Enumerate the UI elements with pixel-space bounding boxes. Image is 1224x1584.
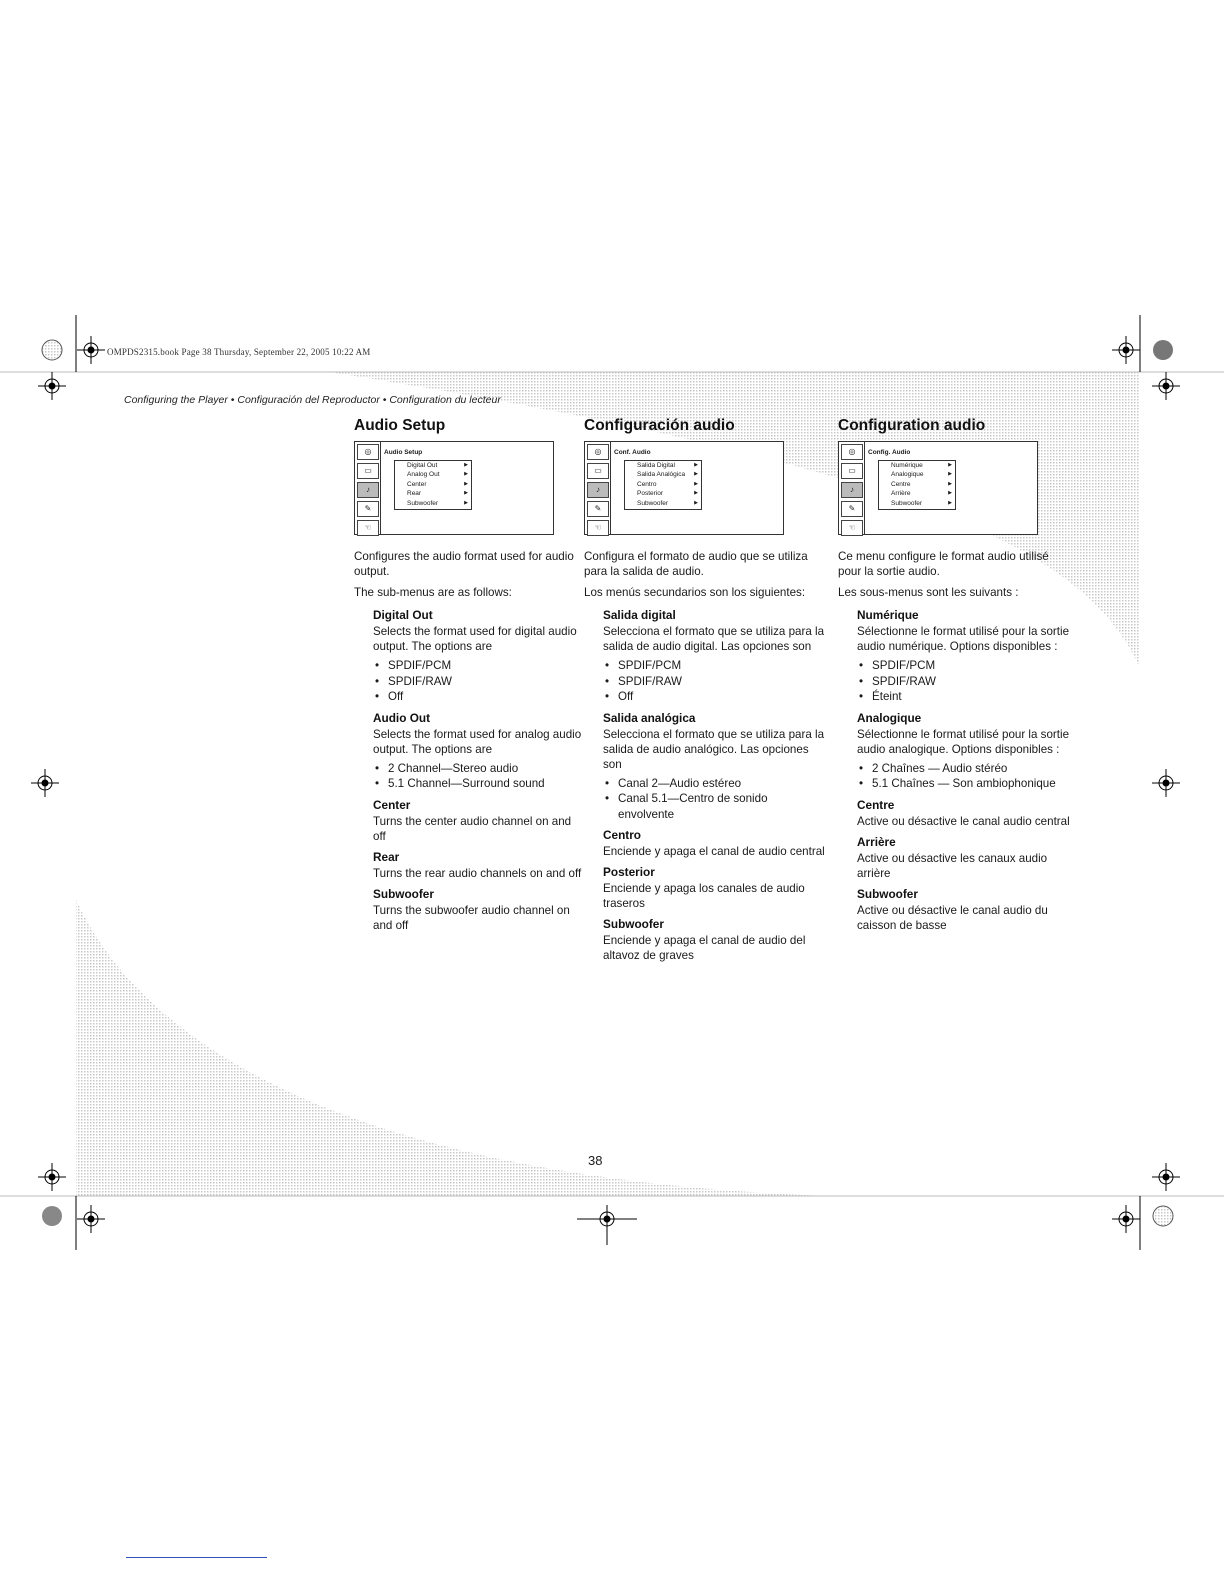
submenu-text: Turns the subwoofer audio channel on and off <box>373 903 570 932</box>
intro-text: Configura el formato de audio que se utiliza para la salida de audio. <box>584 550 808 578</box>
osd-title: Config. Audio <box>868 449 911 456</box>
chevron-right-icon: ▶ <box>694 480 698 487</box>
osd-menu-item: Analogique ▶ <box>891 471 952 479</box>
submenu-heading: Subwoofer <box>373 886 434 901</box>
osd-menu-item: Rear ▶ <box>407 490 468 498</box>
submenu-descriptions <box>603 608 826 963</box>
submenu-text: Sélectionne le format utilisé pour la sortie audio numérique. Options disponibles : <box>857 625 1070 653</box>
hand-icon: ☜ <box>587 520 609 536</box>
submenu-text: Turns the rear audio channels on and off <box>373 866 582 880</box>
osd-menu-item: Arrière ▶ <box>891 490 952 498</box>
osd-submenu <box>394 460 472 510</box>
osd-icon-bar <box>840 444 862 539</box>
option-item: • 2 Channel—Stereo audio <box>373 761 582 777</box>
chevron-right-icon: ▶ <box>464 471 468 478</box>
submenu-text: Turns the center audio channel on and off <box>373 814 572 843</box>
tools-icon: ✎ <box>841 501 863 517</box>
footer-rule <box>126 1557 267 1558</box>
chevron-right-icon: ▶ <box>464 490 468 497</box>
option-item: • 5.1 Channel—Surround sound <box>373 776 582 792</box>
submenu-heading: Subwoofer <box>857 886 918 901</box>
submenu-descriptions <box>373 608 582 933</box>
chevron-right-icon: ▶ <box>464 499 468 506</box>
submenu-heading: Digital Out <box>373 608 433 622</box>
submenus-line: Los menús secundarios son los siguientes: <box>584 586 806 599</box>
submenu-text: Selects the format used for digital audio output. The options are <box>373 625 577 653</box>
submenu-text: Sélectionne le format utilisé pour la sortie audio analogique. Options disponibles : <box>857 727 1070 756</box>
chevron-right-icon: ▶ <box>694 471 698 478</box>
display-icon: ▭ <box>841 463 863 479</box>
disc-icon: ◎ <box>841 444 863 460</box>
submenus-line: Les sous-menus sont les suivants : <box>838 586 1019 599</box>
chevron-right-icon: ▶ <box>948 490 952 497</box>
submenu-text: Selecciona el formato que se utiliza para la salida de audio digital. Las opciones son <box>603 625 825 653</box>
chevron-right-icon: ▶ <box>948 499 952 506</box>
tools-icon: ✎ <box>587 501 609 517</box>
options-list <box>603 776 826 823</box>
osd-menu-screenshot <box>584 441 784 535</box>
option-item: • Canal 5.1—Centro de sonido envolvente <box>603 791 826 822</box>
submenu-heading: Numérique <box>857 608 919 622</box>
options-list <box>373 658 582 705</box>
column-french <box>838 417 1070 937</box>
submenu-heading: Center <box>373 797 411 812</box>
submenu-heading: Centro <box>603 828 642 842</box>
osd-menu-item: Subwoofer ▶ <box>891 499 952 507</box>
submenu-text: Active ou désactive le canal audio central <box>857 814 1070 828</box>
hand-icon: ☜ <box>357 520 379 536</box>
osd-menu-item: Centre ▶ <box>891 480 952 488</box>
intro-text: Configures the audio format used for audio output. <box>354 550 574 578</box>
option-item: • Off <box>603 689 826 705</box>
option-item: • SPDIF/RAW <box>603 674 826 690</box>
submenu-heading: Salida digital <box>603 608 676 622</box>
column-spanish <box>584 417 826 967</box>
section-title: Configuración audio <box>584 417 735 434</box>
printer-slug-line: OMPDS2315.book Page 38 Thursday, September 22, 2005 10:22 AM <box>107 347 371 357</box>
chevron-right-icon: ▶ <box>694 462 698 468</box>
chevron-right-icon: ▶ <box>464 480 468 487</box>
section-title: Configuration audio <box>838 417 986 434</box>
osd-menu-screenshot <box>838 441 1038 535</box>
option-item: • SPDIF/RAW <box>857 674 1070 690</box>
options-list <box>603 658 826 705</box>
submenu-heading: Analogique <box>857 710 922 725</box>
tools-icon: ✎ <box>357 501 379 517</box>
intro-text: Ce menu configure le format audio utilisé pour la sortie audio. <box>838 550 1049 578</box>
submenu-text: Enciende y apaga los canales de audio traseros <box>603 882 805 910</box>
option-item: • Canal 2—Audio estéreo <box>603 776 826 792</box>
osd-menu-screenshot <box>354 441 554 535</box>
speaker-icon: ♪ <box>357 482 379 498</box>
section-title: Audio Setup <box>354 417 446 434</box>
submenu-text: Selects the format used for analog audio output. The options are <box>373 727 582 756</box>
running-head: Configuring the Player • Configuración del Reproductor • Configuration du lecteur <box>124 394 501 406</box>
option-item: • SPDIF/PCM <box>857 658 1070 674</box>
submenu-heading: Salida analógica <box>603 710 696 725</box>
osd-icon-bar <box>356 444 378 539</box>
submenu-heading: Centre <box>857 797 895 812</box>
options-list <box>857 761 1070 792</box>
disc-icon: ◎ <box>587 444 609 460</box>
osd-submenu <box>878 460 956 510</box>
options-list <box>373 761 582 792</box>
submenu-heading: Rear <box>373 849 400 864</box>
osd-menu-item: Analog Out ▶ <box>407 471 468 479</box>
osd-menu-item: Subwoofer ▶ <box>407 499 468 507</box>
submenus-line: The sub-menus are as follows: <box>354 586 512 599</box>
osd-submenu <box>624 460 702 510</box>
submenu-text: Active ou désactive les canaux audio arrière <box>857 851 1048 880</box>
submenu-heading: Subwoofer <box>603 917 664 931</box>
submenu-text: Active ou désactive le canal audio du caisson de basse <box>857 903 1048 932</box>
submenu-heading: Posterior <box>603 865 655 879</box>
option-item: • SPDIF/PCM <box>603 658 826 674</box>
chevron-right-icon: ▶ <box>464 462 468 468</box>
osd-menu-item: Salida Digital ▶ <box>637 462 698 469</box>
osd-title: Conf. Audio <box>614 449 651 456</box>
page-number: 38 <box>588 1153 603 1168</box>
osd-menu-item: Center ▶ <box>407 480 468 488</box>
osd-menu-item: Numérique ▶ <box>891 462 952 469</box>
submenu-text: Selecciona el formato que se utiliza para la salida de audio analógico. Las opciones son <box>603 727 825 771</box>
option-item: • SPDIF/RAW <box>373 674 582 690</box>
submenu-descriptions <box>857 608 1070 933</box>
osd-menu-item: Subwoofer ▶ <box>637 499 698 507</box>
chevron-right-icon: ▶ <box>694 499 698 506</box>
osd-title: Audio Setup <box>384 449 423 456</box>
display-icon: ▭ <box>587 463 609 479</box>
column-english <box>354 417 582 937</box>
chevron-right-icon: ▶ <box>948 480 952 487</box>
options-list <box>857 658 1070 705</box>
option-item: • 5.1 Chaînes — Son ambiophonique <box>857 776 1070 792</box>
osd-menu-item: Centro ▶ <box>637 480 698 488</box>
osd-menu-item: Posterior ▶ <box>637 490 698 498</box>
option-item: • Éteint <box>857 689 1070 705</box>
submenu-heading: Audio Out <box>373 710 431 725</box>
hand-icon: ☜ <box>841 520 863 536</box>
submenu-text: Enciende y apaga el canal de audio central <box>603 845 825 858</box>
chevron-right-icon: ▶ <box>948 462 952 468</box>
chevron-right-icon: ▶ <box>694 490 698 497</box>
speaker-icon: ♪ <box>587 482 609 498</box>
osd-icon-bar <box>586 444 608 539</box>
osd-menu-item: Salida Analógica ▶ <box>637 471 698 479</box>
option-item: • 2 Chaînes — Audio stéréo <box>857 761 1070 777</box>
chevron-right-icon: ▶ <box>948 471 952 478</box>
submenu-heading: Arrière <box>857 834 896 849</box>
osd-menu-item: Digital Out ▶ <box>407 462 468 469</box>
display-icon: ▭ <box>357 463 379 479</box>
disc-icon: ◎ <box>357 444 379 460</box>
speaker-icon: ♪ <box>841 482 863 498</box>
submenu-text: Enciende y apaga el canal de audio del altavoz de graves <box>603 934 806 962</box>
option-item: • Off <box>373 689 582 705</box>
option-item: • SPDIF/PCM <box>373 658 582 674</box>
